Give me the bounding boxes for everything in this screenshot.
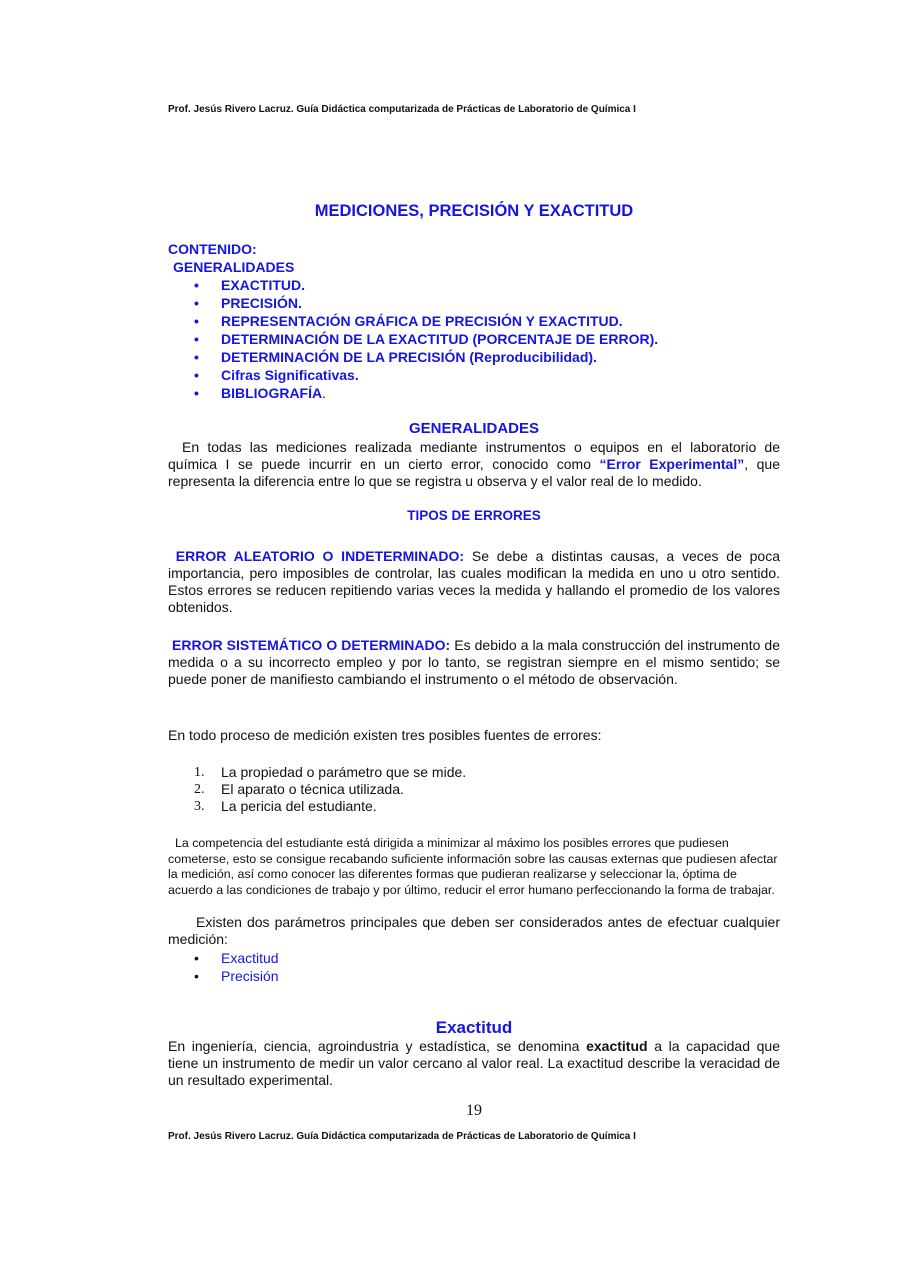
- list-item: • EXACTITUD.: [194, 277, 305, 293]
- page-number: 19: [466, 1102, 482, 1119]
- tipos-heading: TIPOS DE ERRORES: [407, 508, 541, 523]
- page-footer: Prof. Jesús Rivero Lacruz. Guía Didáctica computarizada de Prácticas de Laboratorio de Química I: [168, 1131, 636, 1142]
- parametros-list: [168, 949, 780, 985]
- competencia-paragraph: La competencia del estudiante está dirigida a minimizar al máximo los posibles errores que pudiesen cometerse, esto se consigue recabando suficiente información sobre las causas externas que pudiesen afectar la medición, así como conocer las diferentes formas que pudieran realizarse y seleccionar la, óptima de acuerdo a las condiciones de trabajo y por último, reducir el error humano perfeccionando la forma de trabajar.: [168, 836, 778, 897]
- list-item: • Precisión: [194, 968, 279, 984]
- exactitud-paragraph: En ingeniería, ciencia, agroindustria y estadística, se denomina exactitud a la capacidad que tiene un instrumento de medir un valor cercano al valor real. La exactitud describe la veracidad de un resultado experimental.: [168, 1038, 780, 1088]
- generalidades-label: GENERALIDADES: [173, 259, 295, 275]
- list-item: 3. La pericia del estudiante.: [194, 798, 377, 814]
- list-item: • Exactitud: [194, 950, 279, 966]
- aleatorio-paragraph: ERROR ALEATORIO O INDETERMINADO: Se debe a distintas causas, a veces de poca importancia, pero imposibles de controlar, las cuales modifican la medida en uno u otro sentido. Estos errores se reducen repitiendo varias veces la medida y hallando el promedio de los valores obtenidos.: [168, 548, 780, 615]
- list-item: • REPRESENTACIÓN GRÁFICA DE PRECISIÓN Y EXACTITUD.: [194, 313, 623, 329]
- list-item: • BIBLIOGRAFÍA.: [194, 385, 326, 401]
- fuentes-list: [168, 764, 780, 815]
- contenido-label: CONTENIDO:: [168, 241, 257, 257]
- parametros-intro: Existen dos parámetros principales que deben ser considerados antes de efectuar cualquier medición:: [168, 914, 780, 947]
- list-item: 1. La propiedad o parámetro que se mide.: [194, 764, 467, 780]
- contents-section: [168, 241, 780, 402]
- fuentes-intro: En todo proceso de medición existen tres posibles fuentes de errores:: [168, 727, 602, 743]
- page-header: Prof. Jesús Rivero Lacruz. Guía Didáctica computarizada de Prácticas de Laboratorio de Química I: [168, 104, 636, 115]
- generalidades-heading: GENERALIDADES: [408, 420, 539, 437]
- list-item: • DETERMINACIÓN DE LA PRECISIÓN (Reproducibilidad).: [194, 349, 597, 365]
- page-title: MEDICIONES, PRECISIÓN Y EXACTITUD: [314, 202, 634, 220]
- list-item: • DETERMINACIÓN DE LA EXACTITUD (PORCENTAJE DE ERROR).: [194, 331, 659, 347]
- generalidades-paragraph: En todas las mediciones realizada mediante instrumentos o equipos en el laboratorio de química I se puede incurrir en un cierto error, conocido como “Error Experimental”, que representa la diferencia entre lo que se registra u observa y el valor real de lo medido.: [168, 439, 780, 489]
- exactitud-heading: Exactitud: [435, 1018, 513, 1037]
- sistematico-paragraph: ERROR SISTEMÁTICO O DETERMINADO: Es debido a la mala construcción del instrumento de medida o a su incorrecto empleo y por lo tanto, se registran siempre en el mismo sentido; se puede poner de manifiesto cambiando el instrumento o el método de observación.: [168, 637, 780, 687]
- list-item: 2. El aparato o técnica utilizada.: [194, 781, 404, 797]
- list-item: • PRECISIÓN.: [194, 295, 302, 311]
- contents-list: [168, 276, 780, 402]
- list-item: • Cifras Significativas.: [194, 367, 359, 383]
